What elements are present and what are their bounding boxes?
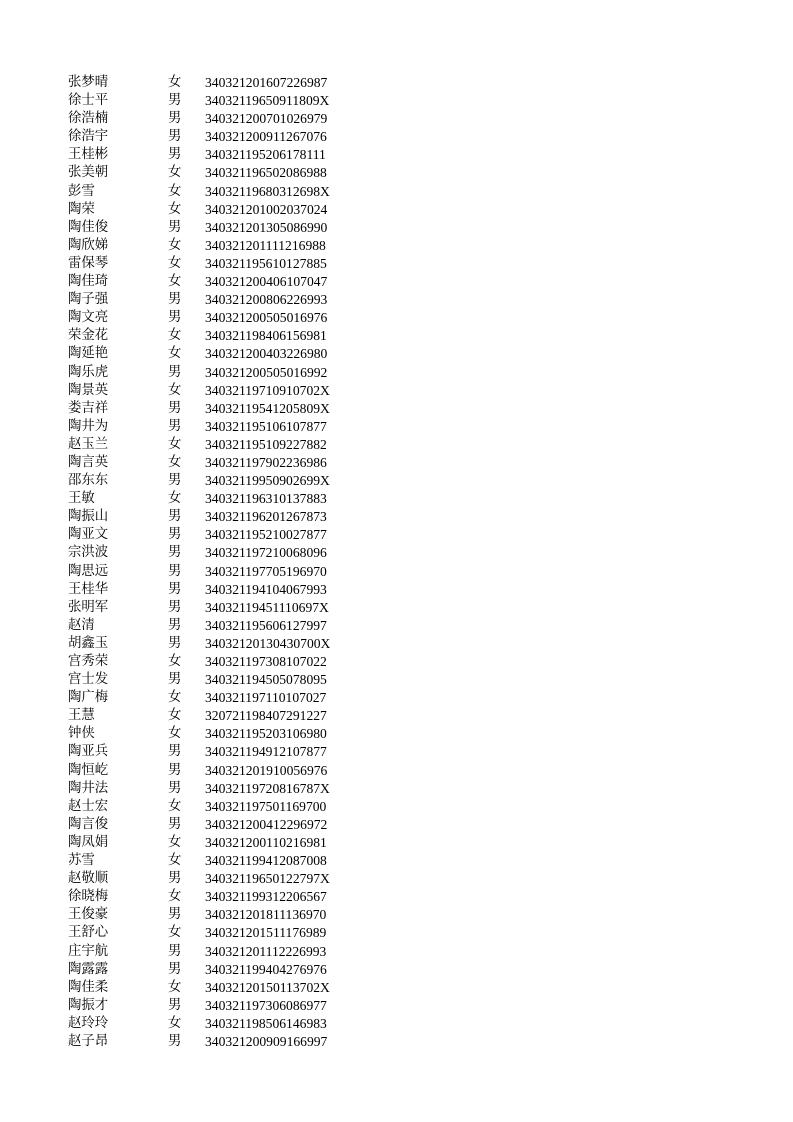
person-gender: 男	[168, 310, 182, 326]
table-row	[68, 508, 358, 526]
person-gender: 男	[168, 418, 182, 434]
person-name: 赵清	[68, 617, 95, 633]
person-id-number: 34032119720816787X	[205, 780, 330, 796]
person-gender: 男	[168, 816, 182, 832]
person-gender: 女	[168, 708, 182, 724]
person-gender: 男	[168, 961, 182, 977]
person-name: 陶言英	[68, 454, 109, 470]
person-gender: 男	[168, 111, 182, 127]
table-row	[68, 418, 358, 436]
person-gender: 女	[168, 436, 182, 452]
person-id-number: 34032119541205809X	[205, 400, 330, 416]
person-name: 陶广梅	[68, 690, 109, 706]
table-row	[68, 798, 358, 816]
person-name: 宗洪波	[68, 545, 109, 561]
person-id-number: 340321200110216981	[205, 834, 327, 850]
table-row	[68, 581, 358, 599]
person-id-number: 34032119710910702X	[205, 382, 330, 398]
table-row	[68, 327, 358, 345]
person-name: 赵士宏	[68, 798, 109, 814]
person-name: 王慧	[68, 708, 95, 724]
table-row	[68, 544, 358, 562]
person-gender: 男	[168, 907, 182, 923]
person-gender: 男	[168, 292, 182, 308]
person-gender: 男	[168, 672, 182, 688]
person-id-number: 340321201607226987	[205, 75, 328, 90]
person-id-number: 340321195210027877	[205, 527, 327, 543]
person-gender: 女	[168, 491, 182, 507]
person-gender: 男	[168, 364, 182, 380]
person-name: 张明军	[68, 599, 109, 615]
person-name: 陶露露	[68, 961, 109, 977]
table-row	[68, 128, 358, 146]
person-id-number: 340321199412087008	[205, 853, 327, 869]
person-id-number: 340321197705196970	[205, 563, 327, 579]
person-gender: 男	[168, 744, 182, 760]
person-id-number: 340321201111216988	[205, 237, 326, 253]
person-id-number: 340321201811136970	[205, 907, 327, 923]
person-name: 徐浩宇	[68, 129, 109, 145]
table-row	[68, 653, 358, 671]
table-row	[68, 436, 358, 454]
table-row	[68, 472, 358, 490]
person-id-number: 34032119950902699X	[205, 473, 330, 489]
person-gender: 女	[168, 201, 182, 217]
person-name: 陶亚兵	[68, 744, 109, 760]
person-gender: 男	[168, 527, 182, 543]
person-name: 荣金花	[68, 328, 109, 344]
person-id-number: 340321197210068096	[205, 545, 327, 561]
person-id-number: 340321201305086990	[205, 219, 328, 235]
table-row	[68, 979, 358, 997]
table-row	[68, 743, 358, 761]
person-id-number: 340321196310137883	[205, 491, 327, 507]
person-name: 陶井为	[68, 418, 109, 434]
person-gender: 女	[168, 454, 182, 470]
person-gender: 女	[168, 654, 182, 669]
person-id-number: 340321195206178111	[205, 147, 326, 163]
person-name: 陶荣	[68, 201, 95, 217]
person-id-number: 340321200701026979	[205, 111, 328, 127]
table-row	[68, 219, 358, 237]
person-name: 陶佳琦	[68, 274, 109, 290]
person-gender: 男	[168, 129, 182, 145]
table-row	[68, 997, 358, 1015]
person-id-number: 340321196201267873	[205, 509, 327, 525]
person-gender: 女	[168, 925, 182, 941]
person-gender: 女	[168, 274, 182, 290]
person-gender: 女	[168, 237, 182, 253]
person-id-number: 340321199404276976	[205, 961, 327, 977]
person-gender: 男	[168, 400, 182, 416]
person-gender: 男	[168, 1033, 182, 1049]
table-row	[68, 201, 358, 219]
person-name: 赵敬顺	[68, 871, 109, 887]
table-row	[68, 74, 358, 92]
table-row	[68, 924, 358, 942]
person-gender: 男	[168, 545, 182, 561]
person-gender: 男	[168, 871, 182, 887]
person-id-number: 340321195109227882	[205, 436, 327, 452]
person-gender: 男	[168, 219, 182, 235]
person-gender: 女	[168, 165, 182, 181]
person-gender: 男	[168, 599, 182, 615]
person-gender: 男	[168, 997, 182, 1013]
person-name: 苏雪	[68, 853, 95, 869]
person-name: 王俊豪	[68, 907, 109, 923]
person-id-number: 340321197308107022	[205, 654, 327, 669]
person-name: 陶子强	[68, 292, 109, 308]
person-name: 胡鑫玉	[68, 635, 109, 651]
table-row	[68, 382, 358, 400]
person-id-number: 340321200806226993	[205, 292, 328, 308]
table-row	[68, 364, 358, 382]
roster-table	[68, 74, 358, 1051]
person-name: 钟侠	[68, 726, 95, 742]
person-gender: 男	[168, 509, 182, 525]
table-row	[68, 164, 358, 182]
person-id-number: 340321197110107027	[205, 690, 327, 706]
person-id-number: 340321194505078095	[205, 672, 327, 688]
person-gender: 女	[168, 346, 182, 362]
person-name: 庄宇航	[68, 943, 109, 959]
person-name: 陶景英	[68, 382, 109, 398]
person-gender: 女	[168, 798, 182, 814]
table-row	[68, 92, 358, 110]
table-row	[68, 725, 358, 743]
person-name: 张美朝	[68, 165, 109, 181]
person-id-number: 320721198407291227	[205, 708, 327, 724]
table-row	[68, 852, 358, 870]
person-name: 赵子昂	[68, 1033, 109, 1049]
person-gender: 女	[168, 75, 182, 90]
table-row	[68, 906, 358, 924]
person-id-number: 34032119680312698X	[205, 183, 330, 199]
person-name: 赵玲玲	[68, 1015, 109, 1031]
person-id-number: 340321196502086988	[205, 165, 327, 181]
person-id-number: 340321200909166997	[205, 1033, 328, 1049]
person-gender: 男	[168, 617, 182, 633]
table-row	[68, 273, 358, 291]
person-gender: 女	[168, 183, 182, 199]
person-id-number: 340321194912107877	[205, 744, 327, 760]
table-row	[68, 943, 358, 961]
person-gender: 男	[168, 762, 182, 778]
person-id-number: 340321198506146983	[205, 1015, 327, 1031]
person-id-number: 340321201511176989	[205, 925, 327, 941]
person-id-number: 340321197902236986	[205, 454, 327, 470]
table-row	[68, 707, 358, 725]
person-id-number: 340321197306086977	[205, 997, 327, 1013]
table-row	[68, 454, 358, 472]
person-name: 陶振才	[68, 997, 109, 1013]
person-gender: 男	[168, 780, 182, 796]
table-row	[68, 309, 358, 327]
person-id-number: 340321201112226993	[205, 943, 327, 959]
person-name: 陶亚文	[68, 527, 109, 543]
person-id-number: 340321200403226980	[205, 346, 328, 362]
person-id-number: 340321200505016976	[205, 310, 328, 326]
table-row	[68, 689, 358, 707]
person-gender: 女	[168, 382, 182, 398]
table-row	[68, 146, 358, 164]
person-id-number: 340321200406107047	[205, 274, 328, 290]
person-id-number: 340321201002037024	[205, 201, 328, 217]
person-name: 陶振山	[68, 509, 109, 525]
person-name: 徐晓梅	[68, 889, 109, 905]
table-row	[68, 762, 358, 780]
person-gender: 男	[168, 635, 182, 651]
person-gender: 女	[168, 889, 182, 905]
person-name: 陶思远	[68, 563, 109, 579]
person-name: 陶延艳	[68, 346, 109, 362]
table-row	[68, 635, 358, 653]
table-row	[68, 345, 358, 363]
person-name: 王桂彬	[68, 147, 109, 163]
person-name: 赵玉兰	[68, 436, 109, 452]
person-id-number: 340321199312206567	[205, 889, 327, 905]
person-name: 陶欣娣	[68, 237, 109, 253]
person-gender: 男	[168, 93, 182, 109]
person-gender: 女	[168, 726, 182, 742]
table-row	[68, 961, 358, 979]
person-name: 陶井法	[68, 780, 109, 796]
table-row	[68, 183, 358, 201]
person-id-number: 340321197501169700	[205, 798, 327, 814]
table-row	[68, 1033, 358, 1051]
person-id-number: 340321200911267076	[205, 129, 327, 145]
person-id-number: 34032119451110697X	[205, 599, 329, 615]
person-name: 王舒心	[68, 925, 109, 941]
person-id-number: 340321200505016992	[205, 364, 328, 380]
table-row	[68, 617, 358, 635]
table-row	[68, 526, 358, 544]
person-id-number: 340321195106107877	[205, 418, 327, 434]
table-row	[68, 291, 358, 309]
person-name: 徐士平	[68, 93, 109, 109]
person-name: 陶恒屹	[68, 762, 109, 778]
person-id-number: 340321195606127997	[205, 617, 327, 633]
person-gender: 男	[168, 473, 182, 489]
person-id-number: 34032120130430700X	[205, 635, 331, 651]
person-name: 王敏	[68, 491, 95, 507]
person-name: 陶文亮	[68, 310, 109, 326]
person-name: 宫秀荣	[68, 654, 109, 669]
person-gender: 女	[168, 328, 182, 344]
person-name: 彭雪	[68, 183, 95, 199]
person-name: 陶言俊	[68, 816, 109, 832]
table-row	[68, 237, 358, 255]
person-name: 宫士发	[68, 672, 109, 688]
person-name: 陶佳柔	[68, 979, 109, 995]
person-id-number: 34032119650911809X	[205, 93, 330, 109]
person-gender: 男	[168, 581, 182, 597]
table-row	[68, 888, 358, 906]
table-row	[68, 599, 358, 617]
person-id-number: 34032120150113702X	[205, 979, 330, 995]
person-gender: 女	[168, 255, 182, 271]
person-name: 雷保琴	[68, 255, 109, 271]
person-name: 娄吉祥	[68, 400, 109, 416]
person-name: 陶佳俊	[68, 219, 109, 235]
table-row	[68, 400, 358, 418]
table-row	[68, 834, 358, 852]
person-gender: 男	[168, 563, 182, 579]
person-id-number: 340321201910056976	[205, 762, 328, 778]
person-id-number: 340321195610127885	[205, 255, 327, 271]
person-name: 邵东东	[68, 473, 109, 489]
person-id-number: 340321198406156981	[205, 328, 327, 344]
person-gender: 女	[168, 1015, 182, 1031]
table-row	[68, 816, 358, 834]
person-name: 徐浩楠	[68, 111, 109, 127]
person-id-number: 340321195203106980	[205, 726, 327, 742]
person-gender: 女	[168, 690, 182, 706]
table-row	[68, 1015, 358, 1033]
table-row	[68, 490, 358, 508]
person-id-number: 340321194104067993	[205, 581, 327, 597]
person-name: 陶凤娟	[68, 834, 109, 850]
table-row	[68, 870, 358, 888]
table-row	[68, 780, 358, 798]
table-row	[68, 563, 358, 581]
table-row	[68, 255, 358, 273]
person-gender: 女	[168, 979, 182, 995]
person-name: 张梦晴	[68, 75, 109, 90]
person-gender: 男	[168, 147, 182, 163]
person-gender: 男	[168, 943, 182, 959]
person-gender: 女	[168, 834, 182, 850]
person-name: 王桂华	[68, 581, 109, 597]
table-row	[68, 110, 358, 128]
table-row	[68, 671, 358, 689]
person-id-number: 34032119650122797X	[205, 871, 330, 887]
person-gender: 女	[168, 853, 182, 869]
person-name: 陶乐虎	[68, 364, 109, 380]
person-id-number: 340321200412296972	[205, 816, 328, 832]
